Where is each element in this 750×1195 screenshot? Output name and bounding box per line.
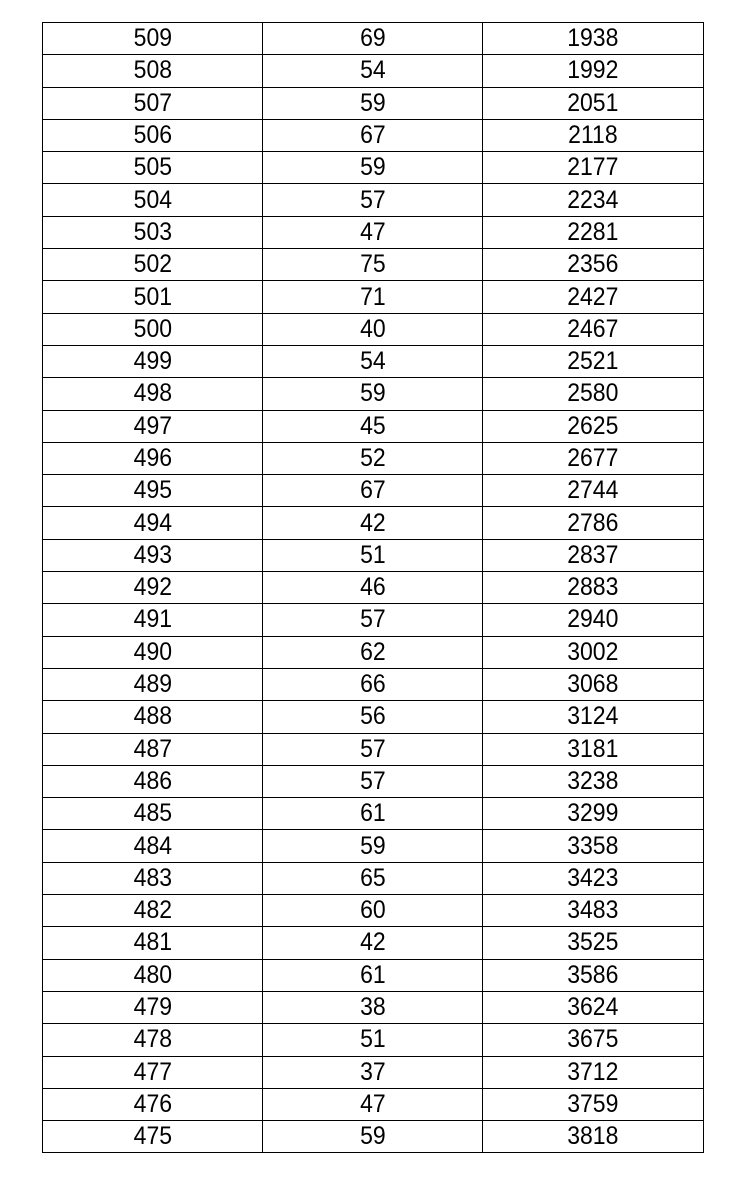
table-row (43, 572, 704, 604)
table-row (43, 442, 704, 474)
cumulative-cell-text: 2580 (567, 379, 619, 408)
table-row (43, 119, 704, 151)
count-cell (263, 539, 483, 571)
score-cell-text: 497 (133, 411, 172, 440)
table-row (43, 345, 704, 377)
table-row (43, 668, 704, 700)
score-cell-text: 508 (133, 56, 172, 85)
table-row (43, 249, 704, 281)
table-row (43, 281, 704, 313)
count-cell (263, 1088, 483, 1120)
score-distribution-table (42, 22, 704, 1153)
count-cell-text: 42 (359, 508, 386, 537)
count-cell-text: 59 (359, 379, 386, 408)
count-cell (263, 991, 483, 1023)
count-cell-text: 51 (359, 1025, 386, 1054)
count-cell-text: 61 (359, 799, 386, 828)
table-row (43, 475, 704, 507)
score-cell-text: 505 (133, 153, 172, 182)
table-row (43, 927, 704, 959)
table-row (43, 604, 704, 636)
score-cell-text: 481 (133, 928, 172, 957)
score-cell (43, 216, 263, 248)
cumulative-cell (483, 668, 704, 700)
count-cell (263, 765, 483, 797)
count-cell (263, 927, 483, 959)
count-cell (263, 410, 483, 442)
cumulative-cell-text: 2677 (567, 444, 619, 472)
score-cell (43, 281, 263, 313)
count-cell-text: 75 (359, 250, 386, 279)
score-cell (43, 765, 263, 797)
cumulative-cell (483, 572, 704, 604)
cumulative-cell-text: 3238 (567, 766, 619, 795)
count-cell-text: 54 (359, 347, 386, 376)
cumulative-cell (483, 927, 704, 959)
score-cell (43, 927, 263, 959)
table-row (43, 152, 704, 184)
cumulative-cell (483, 378, 704, 410)
count-cell (263, 701, 483, 733)
count-cell-text: 37 (359, 1057, 386, 1086)
cumulative-cell-text: 3483 (567, 896, 619, 925)
count-cell-text: 57 (359, 734, 386, 763)
count-cell (263, 862, 483, 894)
score-cell-text: 491 (133, 605, 172, 634)
cumulative-cell (483, 119, 704, 151)
count-cell (263, 442, 483, 474)
count-cell (263, 87, 483, 119)
score-cell-text: 482 (133, 896, 172, 925)
cumulative-cell-text: 3181 (567, 734, 619, 763)
count-cell-text: 59 (359, 1122, 386, 1151)
cumulative-cell (483, 959, 704, 991)
cumulative-cell-text: 2837 (567, 540, 619, 569)
count-cell (263, 636, 483, 668)
count-cell-text: 47 (359, 1089, 386, 1118)
count-cell-text: 69 (359, 24, 386, 53)
count-cell (263, 345, 483, 377)
cumulative-cell-text: 3759 (567, 1089, 619, 1118)
score-cell (43, 539, 263, 571)
count-cell-text: 40 (359, 314, 386, 343)
cumulative-cell-text: 3358 (567, 831, 619, 860)
count-cell (263, 475, 483, 507)
score-cell (43, 23, 263, 55)
cumulative-cell (483, 313, 704, 345)
cumulative-cell-text: 2427 (567, 282, 619, 311)
cumulative-cell-text: 3525 (567, 928, 619, 957)
score-cell (43, 249, 263, 281)
score-cell (43, 313, 263, 345)
cumulative-cell (483, 152, 704, 184)
cumulative-cell-text: 3124 (567, 702, 619, 731)
score-cell-text: 490 (133, 637, 172, 666)
score-cell (43, 862, 263, 894)
count-cell (263, 1024, 483, 1056)
count-cell-text: 59 (359, 88, 386, 117)
count-cell (263, 216, 483, 248)
count-cell-text: 71 (359, 282, 386, 311)
score-cell (43, 1121, 263, 1153)
cumulative-cell-text: 3624 (567, 993, 619, 1022)
count-cell (263, 604, 483, 636)
score-cell (43, 733, 263, 765)
table-row (43, 830, 704, 862)
score-cell-text: 477 (133, 1057, 172, 1086)
score-cell-text: 502 (133, 250, 172, 279)
cumulative-cell (483, 539, 704, 571)
count-cell-text: 60 (359, 896, 386, 925)
cumulative-cell-text: 3675 (567, 1025, 619, 1054)
table-row (43, 765, 704, 797)
score-cell (43, 345, 263, 377)
count-cell (263, 668, 483, 700)
count-cell (263, 313, 483, 345)
count-cell-text: 67 (359, 476, 386, 505)
cumulative-cell-text: 2467 (567, 314, 619, 343)
count-cell (263, 733, 483, 765)
count-cell-text: 52 (359, 444, 386, 472)
score-cell-text: 476 (133, 1089, 172, 1118)
cumulative-cell (483, 862, 704, 894)
score-cell-text: 489 (133, 670, 172, 699)
cumulative-cell-text: 1938 (567, 24, 619, 53)
cumulative-cell-text: 2051 (567, 88, 619, 117)
score-cell (43, 959, 263, 991)
score-cell (43, 701, 263, 733)
cumulative-cell-text: 3299 (567, 799, 619, 828)
score-cell-text: 500 (133, 314, 172, 343)
table-row (43, 1121, 704, 1153)
cumulative-cell (483, 249, 704, 281)
score-cell (43, 798, 263, 830)
table-row (43, 798, 704, 830)
score-cell-text: 484 (133, 831, 172, 860)
count-cell-text: 61 (359, 960, 386, 989)
count-cell (263, 152, 483, 184)
cumulative-cell-text: 3423 (567, 863, 619, 892)
cumulative-cell (483, 636, 704, 668)
score-cell-text: 483 (133, 863, 172, 892)
table-row (43, 507, 704, 539)
cumulative-cell (483, 216, 704, 248)
count-cell-text: 65 (359, 863, 386, 892)
score-cell-text: 494 (133, 508, 172, 537)
table-row (43, 636, 704, 668)
score-cell-text: 498 (133, 379, 172, 408)
count-cell-text: 57 (359, 766, 386, 795)
score-cell-text: 507 (133, 88, 172, 117)
count-cell (263, 1056, 483, 1088)
count-cell (263, 119, 483, 151)
count-cell (263, 895, 483, 927)
count-cell (263, 572, 483, 604)
score-cell-text: 504 (133, 185, 172, 214)
cumulative-cell-text: 3586 (567, 960, 619, 989)
table-row (43, 410, 704, 442)
score-cell (43, 87, 263, 119)
cumulative-cell (483, 55, 704, 87)
score-cell (43, 378, 263, 410)
score-cell (43, 442, 263, 474)
score-cell (43, 475, 263, 507)
cumulative-cell (483, 1088, 704, 1120)
score-cell-text: 493 (133, 540, 172, 569)
score-cell (43, 991, 263, 1023)
score-cell (43, 1088, 263, 1120)
count-cell (263, 249, 483, 281)
score-cell (43, 410, 263, 442)
count-cell (263, 23, 483, 55)
score-cell-text: 495 (133, 476, 172, 505)
score-cell (43, 572, 263, 604)
table-row (43, 87, 704, 119)
score-cell-text: 501 (133, 282, 172, 311)
count-cell-text: 42 (359, 928, 386, 957)
count-cell-text: 66 (359, 670, 386, 699)
table-row (43, 959, 704, 991)
cumulative-cell (483, 991, 704, 1023)
table-row (43, 862, 704, 894)
cumulative-cell (483, 1024, 704, 1056)
cumulative-cell (483, 830, 704, 862)
count-cell-text: 38 (359, 993, 386, 1022)
table-row (43, 313, 704, 345)
cumulative-cell (483, 701, 704, 733)
score-cell-text: 499 (133, 347, 172, 376)
score-cell (43, 152, 263, 184)
table-row (43, 733, 704, 765)
score-cell (43, 507, 263, 539)
score-cell-text: 487 (133, 734, 172, 763)
count-cell-text: 56 (359, 702, 386, 731)
count-cell-text: 57 (359, 605, 386, 634)
table-row (43, 991, 704, 1023)
score-cell-text: 480 (133, 960, 172, 989)
score-cell (43, 184, 263, 216)
cumulative-cell-text: 3818 (567, 1122, 619, 1151)
count-cell (263, 184, 483, 216)
table-row (43, 895, 704, 927)
count-cell (263, 281, 483, 313)
count-cell-text: 57 (359, 185, 386, 214)
score-cell-text: 496 (133, 444, 172, 472)
count-cell-text: 62 (359, 637, 386, 666)
count-cell-text: 51 (359, 540, 386, 569)
cumulative-cell-text: 2883 (567, 573, 619, 602)
score-cell (43, 604, 263, 636)
cumulative-cell (483, 23, 704, 55)
count-cell-text: 45 (359, 411, 386, 440)
cumulative-cell-text: 2356 (567, 250, 619, 279)
cumulative-cell (483, 1121, 704, 1153)
cumulative-cell-text: 2625 (567, 411, 619, 440)
cumulative-cell-text: 2234 (567, 185, 619, 214)
count-cell (263, 55, 483, 87)
table-row (43, 701, 704, 733)
score-cell-text: 492 (133, 573, 172, 602)
count-cell-text: 47 (359, 217, 386, 246)
cumulative-cell-text: 3002 (567, 637, 619, 666)
count-cell (263, 507, 483, 539)
score-cell (43, 119, 263, 151)
cumulative-cell (483, 507, 704, 539)
score-cell (43, 1024, 263, 1056)
score-cell (43, 55, 263, 87)
cumulative-cell (483, 345, 704, 377)
count-cell-text: 59 (359, 153, 386, 182)
count-cell (263, 959, 483, 991)
score-cell (43, 895, 263, 927)
cumulative-cell-text: 2744 (567, 476, 619, 505)
cumulative-cell-text: 2118 (568, 121, 618, 150)
cumulative-cell-text: 2177 (567, 153, 619, 182)
cumulative-cell (483, 733, 704, 765)
count-cell-text: 59 (359, 831, 386, 860)
cumulative-cell-text: 2940 (567, 605, 619, 634)
score-cell-text: 509 (133, 24, 172, 53)
score-cell-text: 506 (133, 121, 172, 150)
table-row (43, 378, 704, 410)
cumulative-cell-text: 1992 (567, 56, 619, 85)
cumulative-cell-text: 3068 (567, 670, 619, 699)
score-cell (43, 830, 263, 862)
score-cell (43, 1056, 263, 1088)
cumulative-cell (483, 87, 704, 119)
table-row (43, 539, 704, 571)
table-row (43, 1056, 704, 1088)
count-cell (263, 830, 483, 862)
table-row (43, 216, 704, 248)
cumulative-cell (483, 410, 704, 442)
cumulative-cell (483, 442, 704, 474)
cumulative-cell (483, 765, 704, 797)
score-cell-text: 488 (133, 702, 172, 731)
count-cell-text: 67 (359, 121, 386, 150)
score-cell-text: 478 (133, 1025, 172, 1054)
cumulative-cell (483, 281, 704, 313)
table-row (43, 184, 704, 216)
cumulative-cell-text: 2521 (567, 347, 619, 376)
score-cell-text: 503 (133, 217, 172, 246)
count-cell-text: 54 (359, 56, 386, 85)
score-cell (43, 636, 263, 668)
count-cell (263, 1121, 483, 1153)
cumulative-cell (483, 1056, 704, 1088)
score-cell-text: 475 (133, 1122, 172, 1151)
table-body (43, 23, 704, 1153)
table-row (43, 1024, 704, 1056)
cumulative-cell (483, 475, 704, 507)
cumulative-cell (483, 184, 704, 216)
count-cell-text: 46 (359, 573, 386, 602)
count-cell (263, 378, 483, 410)
cumulative-cell-text: 2786 (567, 508, 619, 537)
table-row (43, 55, 704, 87)
cumulative-cell-text: 3712 (567, 1057, 619, 1086)
cumulative-cell (483, 798, 704, 830)
cumulative-cell (483, 604, 704, 636)
cumulative-cell (483, 895, 704, 927)
score-cell-text: 486 (133, 766, 172, 795)
score-cell-text: 479 (133, 993, 172, 1022)
table-row (43, 23, 704, 55)
cumulative-cell-text: 2281 (567, 217, 619, 246)
score-cell (43, 668, 263, 700)
score-cell-text: 485 (133, 799, 172, 828)
count-cell (263, 798, 483, 830)
table-row (43, 1088, 704, 1120)
